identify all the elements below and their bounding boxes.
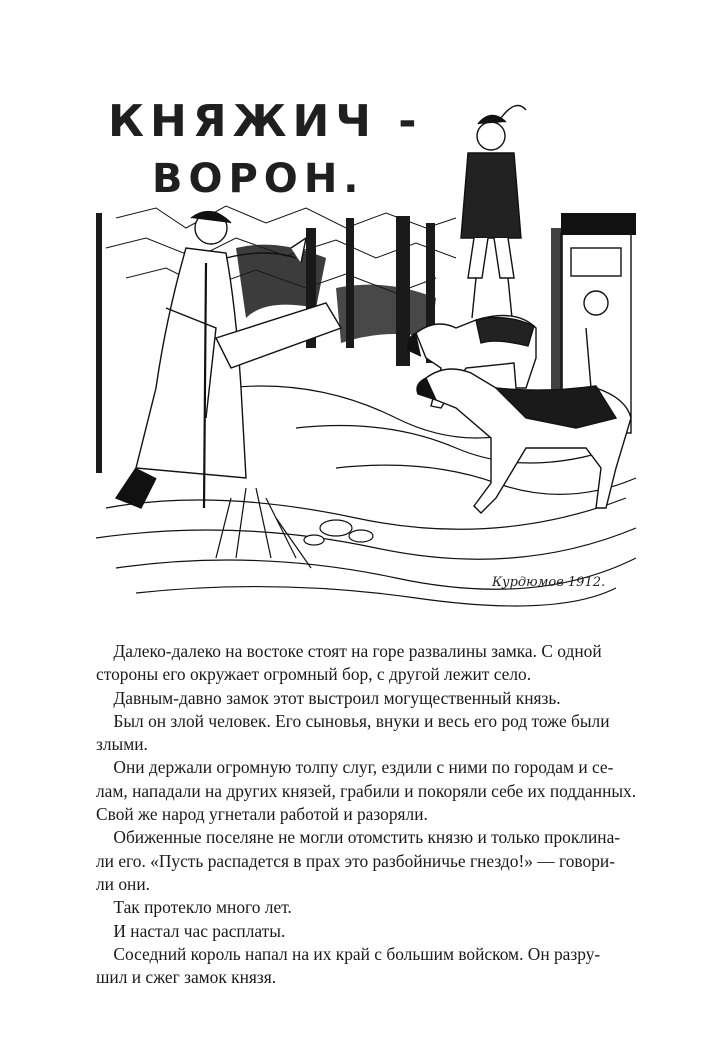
text-line: И настал час расплаты.: [96, 920, 286, 941]
body-text: [96, 640, 636, 989]
text-line: Свой же народ угнетали работой и разоряли.: [96, 804, 428, 825]
title-line-1: КНЯЖИЧ -: [108, 96, 423, 147]
text-line: ли они.: [96, 873, 150, 894]
text-line: злыми.: [96, 734, 148, 755]
text-line: Давным-давно замок этот выстроил могущественный князь.: [96, 687, 561, 708]
text-line: стороны его окружает огромный бор, с другой лежит село.: [96, 664, 532, 685]
text-line: Далеко-далеко на востоке стоят на горе развалины замка. С одной: [96, 641, 602, 661]
text-line: Так протекло много лет.: [96, 897, 292, 918]
text-line: ли его. «Пусть распадется в прах это разбойничье гнездо!» — говори-: [96, 850, 616, 871]
text-line: лам, нападали на других князей, грабили и покоряли себе их подданных.: [96, 780, 637, 801]
text-line: Соседний король напал на их край с большим войском. Он разру-: [96, 943, 601, 964]
text-line: Они держали огромную толпу слуг, ездили с ними по городам и се-: [96, 757, 614, 778]
text-line: шил и сжег замок князя.: [96, 967, 277, 988]
text-line: Обиженные поселяне не могли отомстить князю и только проклина-: [96, 827, 621, 848]
text-line: Был он злой человек. Его сыновья, внуки и весь его род тоже были: [96, 710, 610, 731]
title-line-2: ВОРОН.: [152, 156, 365, 202]
artist-signature: Курдюмов 1912.: [492, 575, 606, 590]
